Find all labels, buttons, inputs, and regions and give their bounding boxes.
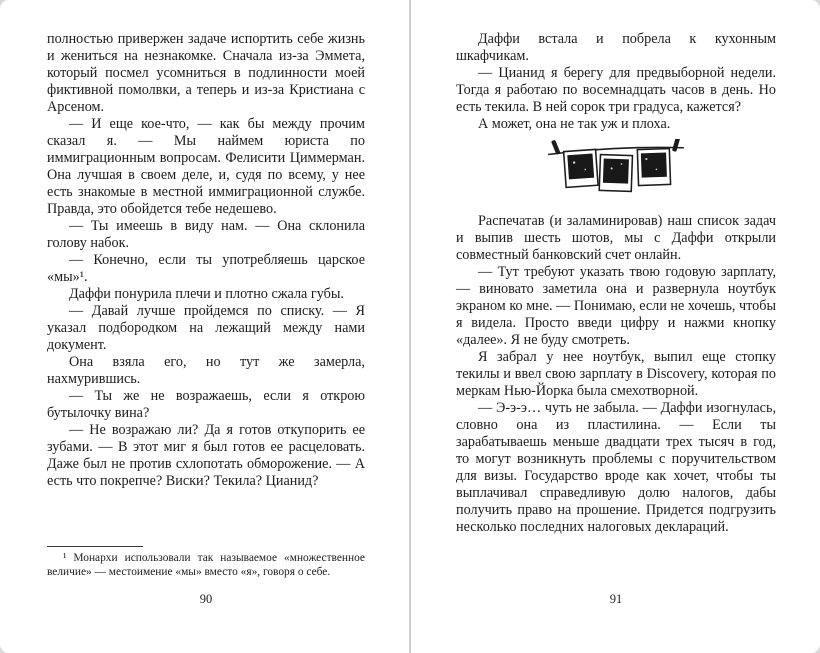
paragraph: Распечатав (и заламинировав) наш список задач и выпив шесть шотов, мы с Даффи открыли совместный банковский счет онлайн.	[456, 213, 776, 263]
clothespin-icon	[551, 140, 561, 155]
paragraph: — Цианид я берегу для предвыборной недели. Тогда я работаю по восемнадцать часов в день. Но есть текила. В ней сорок три градуса, кажется?	[456, 65, 776, 115]
left-page	[47, 31, 365, 490]
footnote-divider	[47, 546, 143, 547]
paragraph: Даффи встала и побрела к кухонным шкафчикам.	[456, 31, 776, 64]
right-page	[456, 31, 776, 536]
paragraph: — Давай лучше пройдемся по списку. — Я указал подбородком на лежащий между нами документ.	[47, 303, 365, 353]
polaroid-icon	[599, 155, 632, 192]
paragraph: Я забрал у нее ноутбук, выпил еще стопку текилы и ввел свою зарплату в Discovery, которая по меркам Нью-Йорка была смехотворной.	[456, 349, 776, 399]
paragraph: А может, она не так уж и плоха.	[478, 116, 671, 132]
polaroid-icon	[564, 149, 598, 187]
paragraph: — Не возражаю ли? Да я готов откупорить ее зубами. — В этот миг я был готов ее расцеловать. Даже был не против схлопотать обморожение. — А есть что покрепче? Виски? Текила? Цианид?	[47, 422, 365, 489]
paragraph: — Ты имеешь в виду нам. — Она склонила голову набок.	[47, 218, 365, 251]
paragraph: — Тут требуют указать твою годовую зарплату, — виновато заметила она и развернула ноутбук экраном ко мне. — Понимаю, если не хочешь, чтобы я видела. Просто введи цифру и нажми кнопку «далее». Я не буду смотреть.	[456, 264, 777, 348]
footnote-block	[47, 546, 365, 580]
footnote-text: ¹ Монархи использовали так называемое «множественное величие» — местоимение «мы» вместо «я», говоря о себе.	[47, 552, 365, 578]
paragraph: — И еще кое-что, — как бы между прочим сказал я. — Мы наймем юриста по иммиграционным вопросам. Фелисити Циммерман. Она лучшая в своем деле, и, судя по всему, у нее есть знакомые в местной иммиграционной службе. Правда, это обойдется тебе недешево.	[47, 116, 365, 217]
page-divider	[409, 0, 411, 653]
paragraph: Она взяла его, но тут же замерла, нахмурившись.	[47, 354, 365, 387]
paragraph: полностью привержен задаче испортить себе жизнь и жениться на незнакомке. Сначала из-за Эммета, который посмел усомниться в подлинности моей фиктивной помолвки, а теперь и из-за Кристиана с Арсеном.	[47, 31, 365, 115]
paragraph: — Конечно, если ты употребляешь царское «мы»¹.	[47, 252, 365, 285]
paragraph: — Э-э-э… чуть не забыла. — Даффи изогнулась, словно она из пластилина. — Если ты зарабатываешь меньше двадцати трех тысяч в год, то могут возникнуть проблемы с поручительством для визы. Государство вроде как хочет, чтобы ты выплачивал справедливую долю налогов, дабы получить право на прошение. Придется подгрузить несколько последних налоговых деклараций.	[456, 400, 776, 535]
paragraph: — Ты же не возражаешь, если я открою бутылочку вина?	[47, 388, 365, 421]
page-number: 91	[609, 592, 623, 606]
polaroid-photos-svg	[541, 139, 691, 203]
polaroid-photos-illustration	[456, 139, 776, 203]
polaroid-icon	[637, 149, 670, 186]
page-number: 90	[199, 592, 213, 606]
clothespin-icon	[672, 139, 680, 152]
paragraph: Даффи понурила плечи и плотно сжала губы.	[69, 286, 344, 302]
